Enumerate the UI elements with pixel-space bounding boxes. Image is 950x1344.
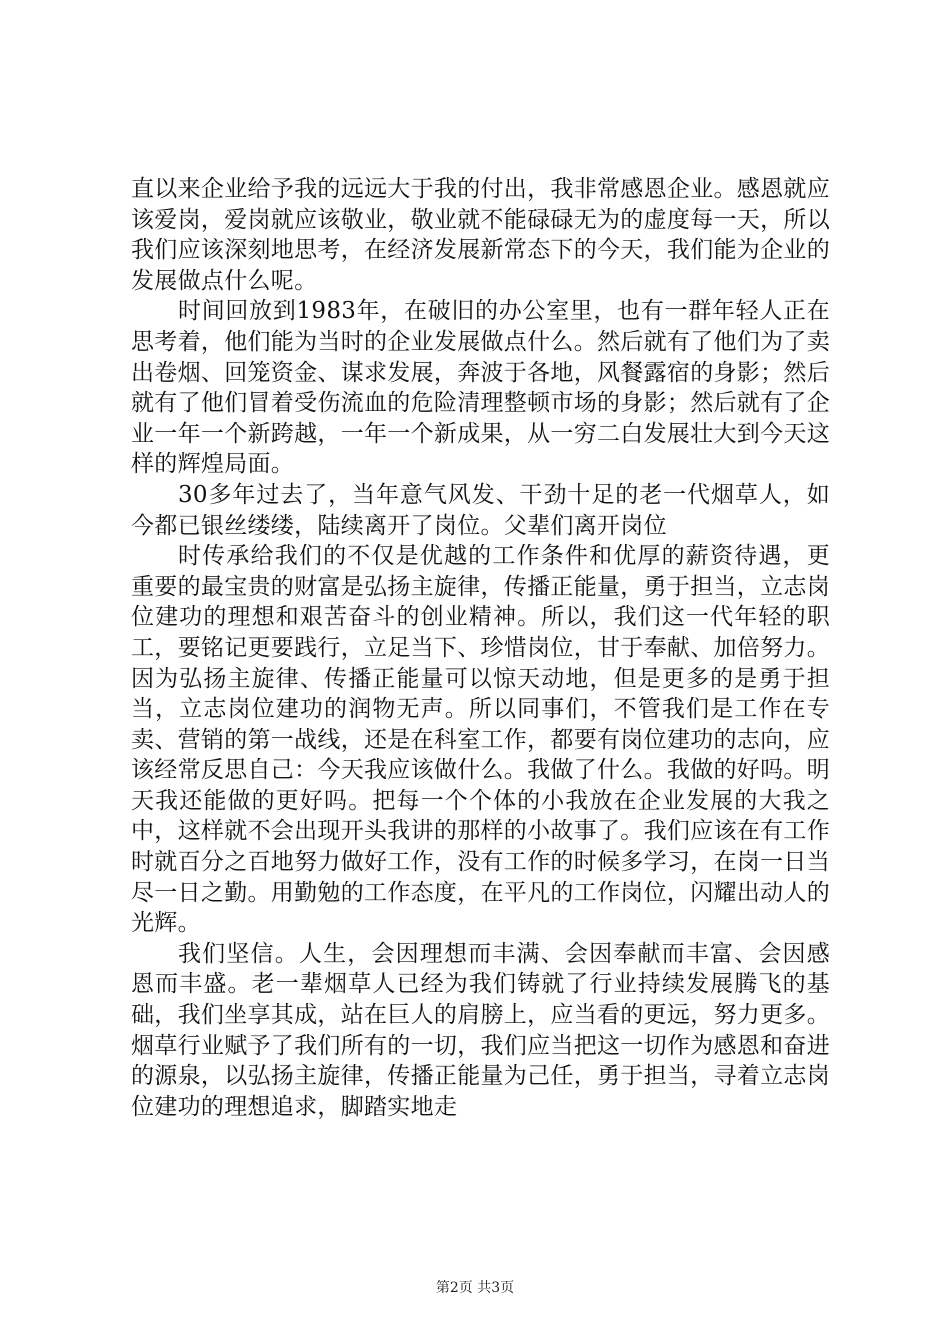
paragraph-2: 时间回放到1983年，在破旧的办公室里，也有一群年轻人正在思考着，他们能为当时的企业发展做点什么。然后就有了他们为了卖出卷烟、回笼资金、谋求发展，奔波于各地，风餐露宿的身影；然后就有了他们冒着受伤流血的危险清理整顿市场的身影；然后就有了企业一年一个新跨越，一年一个新成果，从一穷二白发展壮大到今天这样的辉煌局面。 — [131, 298, 830, 478]
page-number-footer: 第2页 共3页 — [435, 1280, 515, 1296]
paragraph-4: 时传承给我们的不仅是优越的工作条件和优厚的薪资待遇，更重要的最宝贵的财富是弘扬主旋律，传播正能量，勇于担当，立志岗位建功的理想和艰苦奋斗的创业精神。所以，我们这一代年轻的职工，要铭记更要践行，立足当下、珍惜岗位，甘于奉献、加倍努力。因为弘扬主旋律、传播正能量可以惊天动地，但是更多的是勇于担当，立志岗位建功的润物无声。所以同事们，不管我们是工作在专卖、营销的第一战线，还是在科室工作，都要有岗位建功的志向，应该经常反思自己：今天我应该做什么。我做了什么。我做的好吗。明天我还能做的更好吗。把每一个个体的小我放在企业发展的大我之中，这样就不会出现开头我讲的那样的小故事了。我们应该在有工作时就百分之百地努力做好工作，没有工作的时候多学习，在岗一日当尽一日之勤。用勤勉的工作态度，在平凡的工作岗位，闪耀出动人的光辉。 — [131, 543, 830, 937]
paragraph-1: 直以来企业给予我的远远大于我的付出，我非常感恩企业。感恩就应该爱岗，爱岗就应该敬业，敬业就不能碌碌无为的虚度每一天，所以我们应该深刻地思考，在经济发展新常态下的今天，我们能为企业的发展做点什么呢。 — [131, 176, 830, 294]
paragraph-5: 我们坚信。人生，会因理想而丰满、会因奉献而丰富、会因感恩而丰盛。老一辈烟草人已经为我们铸就了行业持续发展腾飞的基础，我们坐享其成，站在巨人的肩膀上，应当看的更远，努力更多。烟草行业赋予了我们所有的一切，我们应当把这一切作为感恩和奋进的源泉，以弘扬主旋律，传播正能量为己任，勇于担当，寻着立志岗位建功的理想追求，脚踏实地走 — [131, 940, 830, 1120]
document-body — [131, 174, 830, 1122]
paragraph-3: 30多年过去了，当年意气风发、干劲十足的老一代烟草人，如今都已银丝缕缕，陆续离开了岗位。父辈们离开岗位 — [131, 481, 830, 539]
